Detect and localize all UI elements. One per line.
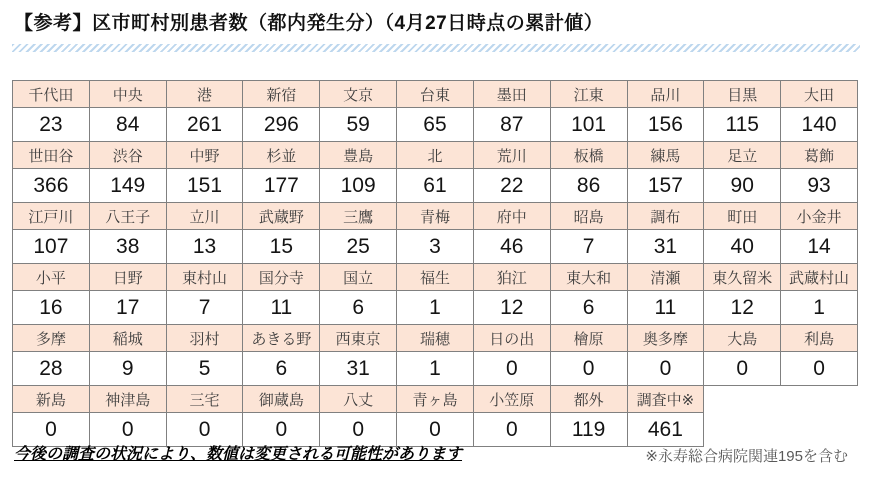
value-cell: 6: [243, 352, 320, 386]
value-cell: 119: [550, 413, 627, 447]
area-header-cell: 調査中※: [627, 386, 704, 413]
area-header-cell: 利島: [781, 325, 858, 352]
value-cell: 149: [89, 169, 166, 203]
value-cell: 25: [320, 230, 397, 264]
value-cell: 0: [781, 352, 858, 386]
area-header-cell: 国分寺: [243, 264, 320, 291]
value-cell: 14: [781, 230, 858, 264]
area-header-cell: 羽村: [166, 325, 243, 352]
value-cell: 115: [704, 108, 781, 142]
area-row: [13, 325, 858, 352]
area-header-cell: 足立: [704, 142, 781, 169]
area-row: [13, 203, 858, 230]
value-cell: 0: [550, 352, 627, 386]
area-header-cell: 大田: [781, 81, 858, 108]
area-header-cell: 豊島: [320, 142, 397, 169]
area-header-cell: 新島: [13, 386, 90, 413]
area-header-cell: 武蔵野: [243, 203, 320, 230]
area-header-cell: 神津島: [89, 386, 166, 413]
value-cell: 86: [550, 169, 627, 203]
value-cell: 261: [166, 108, 243, 142]
area-header-cell: 世田谷: [13, 142, 90, 169]
area-row: [13, 142, 858, 169]
area-header-cell: 青ヶ島: [397, 386, 474, 413]
value-cell: 6: [320, 291, 397, 325]
area-header-cell: 文京: [320, 81, 397, 108]
value-cell: 101: [550, 108, 627, 142]
value-cell: 5: [166, 352, 243, 386]
value-cell: 11: [243, 291, 320, 325]
value-cell: 13: [166, 230, 243, 264]
value-cell: 38: [89, 230, 166, 264]
page-title: 【参考】区市町村別患者数（都内発生分）（4月27日時点の累計値）: [14, 13, 604, 34]
revision-disclaimer-note: 今後の調査の状況により、数値は変更される可能性があります: [14, 446, 463, 463]
area-header-cell: 国立: [320, 264, 397, 291]
value-cell: 31: [320, 352, 397, 386]
value-cell: 7: [550, 230, 627, 264]
area-header-cell: 葛飾: [781, 142, 858, 169]
value-cell: 6: [550, 291, 627, 325]
value-cell: 65: [397, 108, 474, 142]
value-cell: 87: [473, 108, 550, 142]
area-header-cell: 狛江: [473, 264, 550, 291]
value-cell: 0: [320, 413, 397, 447]
value-cell: 0: [166, 413, 243, 447]
area-header-cell: 板橋: [550, 142, 627, 169]
eiju-hospital-footnote: ※永寿総合病院関連195を含む: [645, 448, 848, 465]
area-header-cell: 新宿: [243, 81, 320, 108]
area-header-cell: 東村山: [166, 264, 243, 291]
value-cell: 3: [397, 230, 474, 264]
value-cell: 296: [243, 108, 320, 142]
value-cell: 7: [166, 291, 243, 325]
value-row: [13, 352, 858, 386]
area-header-cell: 福生: [397, 264, 474, 291]
area-header-cell: 日の出: [473, 325, 550, 352]
area-header-cell: 多摩: [13, 325, 90, 352]
area-header-cell: 荒川: [473, 142, 550, 169]
area-header-cell: 立川: [166, 203, 243, 230]
value-cell: 17: [89, 291, 166, 325]
value-cell: 156: [627, 108, 704, 142]
area-row: [13, 264, 858, 291]
area-header-cell: 八王子: [89, 203, 166, 230]
value-cell: 31: [627, 230, 704, 264]
area-header-cell: 奥多摩: [627, 325, 704, 352]
area-header-cell: 練馬: [627, 142, 704, 169]
patients-by-municipality-table: [12, 80, 858, 447]
value-cell: 40: [704, 230, 781, 264]
area-header-cell: 清瀬: [627, 264, 704, 291]
area-header-cell: 檜原: [550, 325, 627, 352]
value-cell: 1: [397, 352, 474, 386]
area-header-cell: 武蔵村山: [781, 264, 858, 291]
value-cell: 0: [89, 413, 166, 447]
area-header-cell: 東大和: [550, 264, 627, 291]
value-cell: 22: [473, 169, 550, 203]
value-row: [13, 169, 858, 203]
value-row: [13, 108, 858, 142]
value-cell: 109: [320, 169, 397, 203]
value-cell: 107: [13, 230, 90, 264]
area-header-cell: 港: [166, 81, 243, 108]
value-cell: 177: [243, 169, 320, 203]
value-cell: 1: [781, 291, 858, 325]
area-header-cell: 瑞穂: [397, 325, 474, 352]
value-cell: 140: [781, 108, 858, 142]
value-cell: 461: [627, 413, 704, 447]
area-header-cell: 中央: [89, 81, 166, 108]
area-header-cell: 日野: [89, 264, 166, 291]
value-cell: 84: [89, 108, 166, 142]
value-cell: 90: [704, 169, 781, 203]
area-row: [13, 386, 858, 413]
area-header-cell: あきる野: [243, 325, 320, 352]
area-header-cell: 稲城: [89, 325, 166, 352]
value-cell: 46: [473, 230, 550, 264]
area-header-cell: 小笠原: [473, 386, 550, 413]
area-header-cell: 東久留米: [704, 264, 781, 291]
value-cell: 366: [13, 169, 90, 203]
value-cell: 12: [704, 291, 781, 325]
value-cell: 12: [473, 291, 550, 325]
value-cell: 0: [627, 352, 704, 386]
area-row: [13, 81, 858, 108]
area-header-cell: 杉並: [243, 142, 320, 169]
area-header-cell: 三鷹: [320, 203, 397, 230]
area-header-cell: 千代田: [13, 81, 90, 108]
value-row: [13, 230, 858, 264]
value-cell: 11: [627, 291, 704, 325]
area-header-cell: 青梅: [397, 203, 474, 230]
value-cell: 9: [89, 352, 166, 386]
area-header-cell: 小平: [13, 264, 90, 291]
value-cell: 61: [397, 169, 474, 203]
value-cell: 0: [243, 413, 320, 447]
area-header-cell: 北: [397, 142, 474, 169]
value-cell: 151: [166, 169, 243, 203]
area-header-cell: 小金井: [781, 203, 858, 230]
striped-divider: [12, 44, 860, 52]
area-header-cell: 三宅: [166, 386, 243, 413]
area-header-cell: 台東: [397, 81, 474, 108]
area-header-cell: 目黒: [704, 81, 781, 108]
value-cell: 15: [243, 230, 320, 264]
area-header-cell: 八丈: [320, 386, 397, 413]
area-header-cell: 府中: [473, 203, 550, 230]
area-header-cell: 大島: [704, 325, 781, 352]
area-header-cell: 渋谷: [89, 142, 166, 169]
value-cell: 28: [13, 352, 90, 386]
area-header-cell: 御蔵島: [243, 386, 320, 413]
area-header-cell: 江戸川: [13, 203, 90, 230]
area-header-cell: 墨田: [473, 81, 550, 108]
area-header-cell: 町田: [704, 203, 781, 230]
area-header-cell: 都外: [550, 386, 627, 413]
value-cell: 0: [397, 413, 474, 447]
value-cell: 0: [473, 413, 550, 447]
value-cell: 0: [13, 413, 90, 447]
area-header-cell: 昭島: [550, 203, 627, 230]
value-cell: 59: [320, 108, 397, 142]
area-header-cell: 江東: [550, 81, 627, 108]
value-cell: 16: [13, 291, 90, 325]
value-cell: 0: [704, 352, 781, 386]
area-header-cell: 西東京: [320, 325, 397, 352]
area-header-cell: 中野: [166, 142, 243, 169]
value-row: [13, 291, 858, 325]
value-cell: 23: [13, 108, 90, 142]
value-cell: 157: [627, 169, 704, 203]
value-cell: 1: [397, 291, 474, 325]
area-header-cell: 調布: [627, 203, 704, 230]
area-header-cell: 品川: [627, 81, 704, 108]
value-cell: 0: [473, 352, 550, 386]
value-cell: 93: [781, 169, 858, 203]
